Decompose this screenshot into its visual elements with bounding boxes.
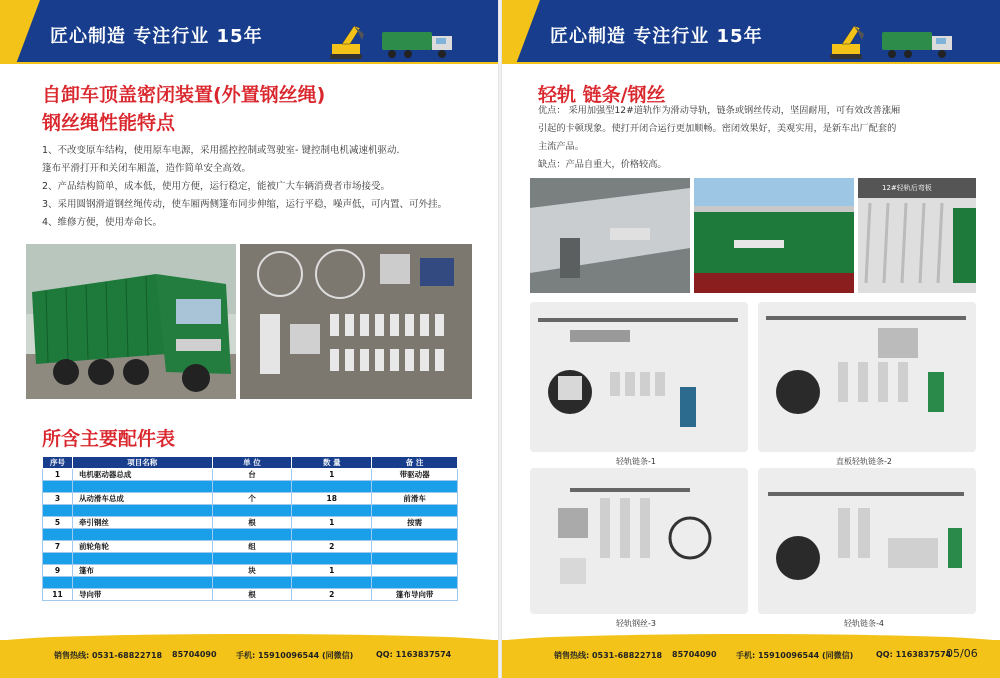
col-header: 数 量 [292,457,372,469]
table-row-spacer [43,553,458,565]
cell: 11 [43,589,73,601]
right-header [500,0,1000,64]
sales-hotline: 销售热线: 0531-68822718 [54,651,163,660]
cell: 1 [292,469,372,481]
footer-wave [0,634,500,642]
dump-truck-icon [378,26,458,60]
mobile-number: 手机: 15910096544 (同微信) [736,651,854,660]
cell: 牵引钢丝 [72,517,212,529]
table-row [43,589,458,601]
table-row [43,565,458,577]
cell: 从动滑车总成 [72,493,212,505]
hotline-2: 85704090 [172,650,217,659]
header-bar [0,62,500,64]
feature-line: 3、采用圆钢滑道钢丝绳传动，使车厢两侧篷布同步伸缩，运行平稳，噪声低，可内置、可外挂。 [42,199,448,210]
cell: 1 [292,517,372,529]
cell: 块 [212,565,292,577]
cell: 台 [212,469,292,481]
mobile-number: 手机: 15910096544 (同微信) [236,651,354,660]
product-panel-3 [530,468,748,614]
cell: 篷布 [72,565,212,577]
left-footer [0,640,500,678]
col-header: 项目名称 [72,457,212,469]
cell: 2 [292,589,372,601]
excavator-icon [828,22,868,60]
header-bar [500,62,1000,64]
table-row-spacer [43,481,458,493]
cell: 3 [43,493,73,505]
header-accent [500,0,540,64]
table-row [43,493,458,505]
desc-line: 引起的卡顿现象。使打开闭合运行更加顺畅。密闭效果好，美观实用，是新车出厂配套的 [538,123,897,134]
excavator-icon [328,22,368,60]
product-panel-2 [758,302,976,452]
cell [372,565,458,577]
header-slogan: 匠心制造 专注行业 15年 [50,26,263,47]
cell: 组 [212,541,292,553]
right-page [500,0,1000,678]
table-row [43,469,458,481]
col-header: 单 位 [212,457,292,469]
rail-photo-3 [858,178,976,293]
table-row-spacer [43,505,458,517]
col-header: 序号 [43,457,73,469]
cell: 前轮角轮 [72,541,212,553]
page-number: 05/06 [946,647,978,660]
cell: 按需 [372,517,458,529]
parts-table [42,456,458,601]
left-header [0,0,500,64]
feature-line: 1、不改变原车结构，使用原车电源，采用摇控控制或驾驶室- 键控制电机减速机驱动. [42,145,400,156]
cell: 1 [292,565,372,577]
cell: 篷布导向带 [372,589,458,601]
cell: 5 [43,517,73,529]
cell: 1 [43,469,73,481]
cell: 个 [212,493,292,505]
cell: 9 [43,565,73,577]
caption-2: 直板轻轨链条-2 [836,457,892,466]
parts-table-title: 所含主要配件表 [42,428,176,450]
caption-3: 轻轨钢丝-3 [616,619,656,628]
desc-line: 缺点：产品自重大，价格较高。 [538,159,667,170]
rail-description [538,102,978,174]
cell: 18 [292,493,372,505]
rail-photo-1 [530,178,690,293]
col-header: 备 注 [372,457,458,469]
cell [372,541,458,553]
table-row [43,541,458,553]
cell: 电机驱动器总成 [72,469,212,481]
table-row-spacer [43,529,458,541]
product-title: 自卸车顶盖密闭装置(外置钢丝绳) [42,84,326,106]
photo-label: 12#轻轨后弯板 [882,184,932,192]
truck-photo [26,244,236,399]
cell: 带驱动器 [372,469,458,481]
product-panel-4 [758,468,976,614]
cell: 2 [292,541,372,553]
feature-line: 4、维修方便，使用寿命长。 [42,217,163,228]
hotline-2: 85704090 [672,650,717,659]
cell: 7 [43,541,73,553]
book-spine [498,0,502,678]
parts-photo [240,244,472,399]
cell: 导向带 [72,589,212,601]
desc-line: 主流产品。 [538,141,584,152]
table-row-spacer [43,577,458,589]
header-slogan: 匠心制造 专注行业 15年 [550,26,763,47]
dump-truck-icon [878,26,958,60]
features-list [42,142,482,232]
header-accent [0,0,40,64]
qq-number: QQ: 1163837574 [376,650,452,659]
cell: 根 [212,517,292,529]
cell: 根 [212,589,292,601]
feature-line: 篷布平滑打开和关闭车厢盖，造作简单安全高效。 [42,163,252,174]
table-row [43,517,458,529]
caption-4: 轻轨链条-4 [844,619,884,628]
cell: 前滑车 [372,493,458,505]
desc-line: 优点： 采用加强型12#道轨作为滑动导轨，链条或钢丝传动，坚固耐用，可有效改善涨厢 [538,105,901,116]
features-heading: 钢丝绳性能特点 [42,112,176,134]
caption-1: 轻轨链条-1 [616,457,656,466]
sales-hotline: 销售热线: 0531-68822718 [554,651,663,660]
table-header-row [43,457,458,469]
rail-title: 轻轨 链条/钢丝 [538,84,666,106]
product-panel-1 [530,302,748,452]
feature-line: 2、产品结构简单，成本低，使用方便，运行稳定，能被广大车辆消费者市场接受。 [42,181,391,192]
qq-number: QQ: 1163837574 [876,650,952,659]
right-footer [500,640,1000,678]
footer-wave [500,634,1000,642]
rail-photo-2 [694,178,854,293]
